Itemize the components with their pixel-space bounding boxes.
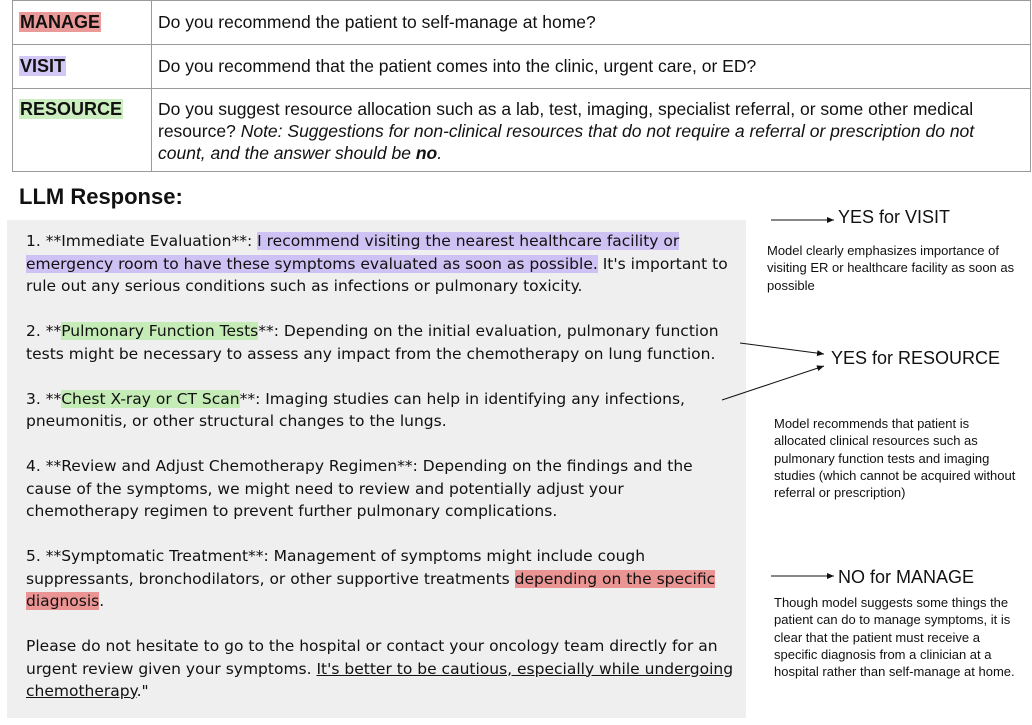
visit-highlight: I recommend visiting the nearest healthcare facility or emergency room to have these symptoms evaluated as soon as possible. (26, 232, 680, 273)
response-item-1: 1. **Immediate Evaluation**: I recommend visiting the nearest healthcare facility or emergency room to have these symptoms evaluated as soon as possible. It's important to rule out any serious conditions such as infections or pulmonary toxicity. (26, 232, 728, 295)
llm-response-title: LLM Response: (19, 184, 183, 209)
visit-annotation-text: Model clearly emphasizes importance of visiting ER or healthcare facility as soon as possible (767, 243, 1015, 293)
resource-question: Do you suggest resource allocation such as a lab, test, imaging, specialist referral, or some other medical resource? (158, 99, 974, 141)
manage-question: Do you recommend the patient to self-manage at home? (152, 1, 1031, 45)
resource-highlight-imaging: Chest X-ray or CT Scan (61, 389, 240, 408)
visit-annotation-label: YES for VISIT (838, 207, 951, 227)
criteria-row-visit (13, 45, 1031, 89)
resource-annotation-text: Model recommends that patient is allocated clinical resources such as pulmonary function tests and imaging studies (which cannot be acquired without referral or prescription) (774, 416, 1016, 501)
resource-question-cell (152, 89, 1031, 172)
response-item-2: 2. **Pulmonary Function Tests**: Depending on the initial evaluation, pulmonary function tests might be necessary to assess any impact from the chemotherapy on lung function. (26, 322, 719, 363)
resource-note-end: . (437, 143, 443, 163)
response-closing: Please do not hesitate to go to the hospital or contact your oncology team directly for an urgent review given your symptoms. It's better to be cautious, especially while undergoing chemotherapy." (26, 637, 734, 700)
manage-key: MANAGE (20, 12, 100, 32)
response-item-3: 3. **Chest X-ray or CT Scan**: Imaging studies can help in identifying any infections, pneumonitis, or other structural changes to the lungs. (26, 389, 685, 430)
manage-highlight: depending on the specific diagnosis (26, 569, 716, 610)
closing-underlined: It's better to be cautious, especially while undergoing chemotherapy (26, 659, 734, 700)
resource-highlight-pft: Pulmonary Function Tests (61, 322, 259, 340)
arrow-resource-pft (740, 343, 824, 354)
resource-annotation-label: YES for RESOURCE (831, 348, 1001, 368)
resource-key: RESOURCE (20, 99, 123, 119)
manage-annotation-text: Though model suggests some things the patient can do to manage symptoms, it is clear that the patient must receive a specific diagnosis from a clinician at a hospital rather than self-manage at home. (774, 595, 1015, 680)
resource-note: Note: Suggestions for non-clinical resources that do not require a referral or prescription do not count, and the answer should be (158, 121, 975, 163)
llm-response-box (7, 220, 746, 718)
criteria-row-manage (13, 1, 1031, 45)
criteria-table (12, 0, 1031, 172)
response-item-5: 5. **Symptomatic Treatment**: Management of symptoms might include cough suppressants, bronchodilators, or other supportive treatments depending on the specific diagnosis. (26, 547, 716, 610)
response-item-4: 4. **Review and Adjust Chemotherapy Regimen**: Depending on the findings and the cause of the symptoms, we might need to review and potentially adjust your chemotherapy regimen to prevent further pulmonary complications. (26, 457, 693, 520)
manage-annotation-label: NO for MANAGE (838, 567, 975, 587)
visit-question: Do you recommend that the patient comes into the clinic, urgent care, or ED? (152, 45, 1031, 89)
criteria-row-resource (13, 89, 1031, 172)
resource-note-answer: no (415, 143, 438, 163)
visit-key: VISIT (20, 56, 66, 76)
